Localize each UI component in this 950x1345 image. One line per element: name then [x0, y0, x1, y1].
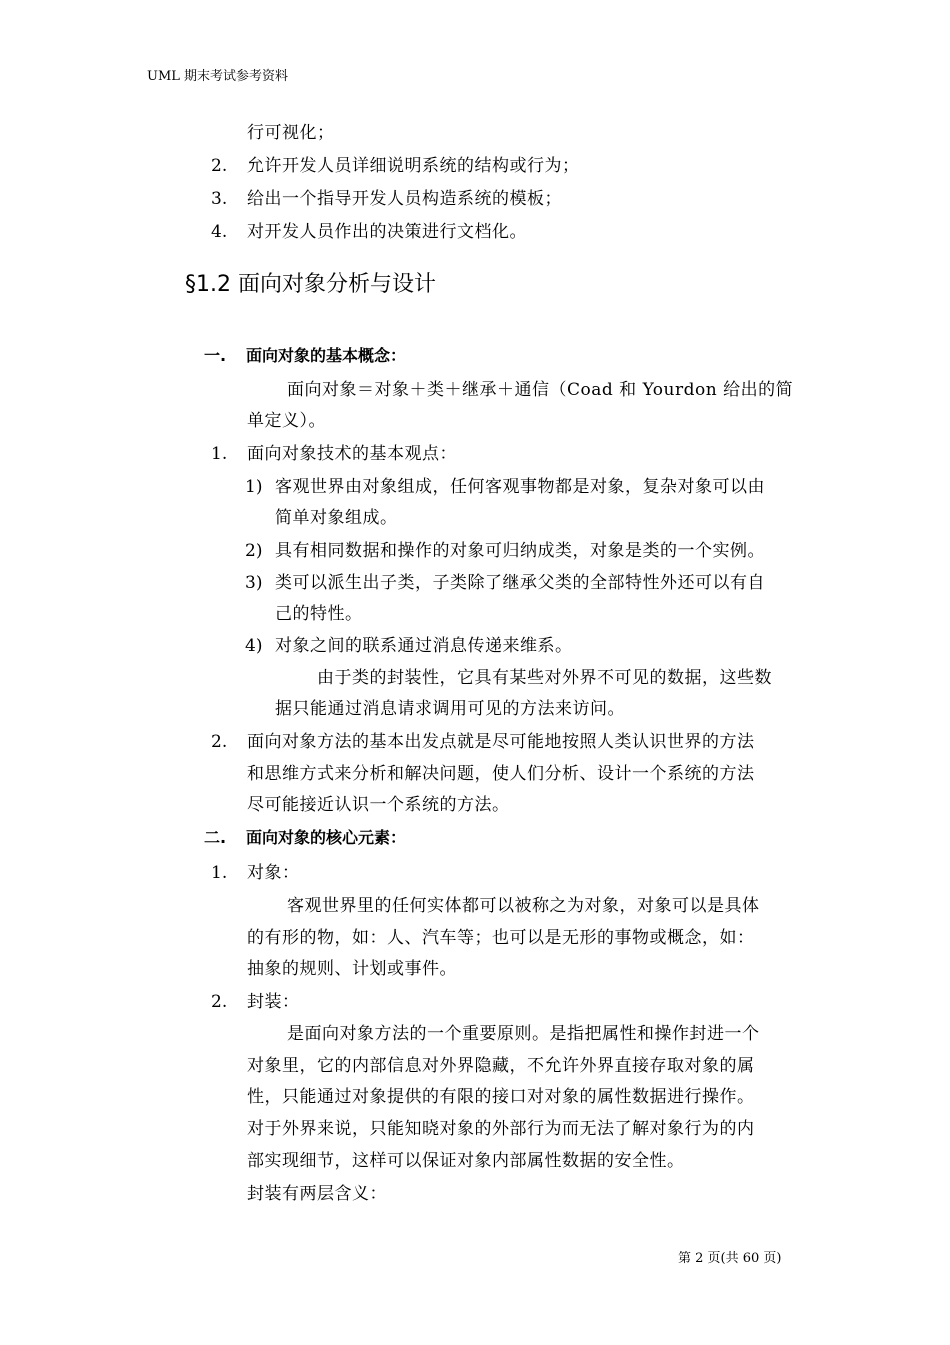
point-number: 4): [245, 636, 263, 656]
list-item-number: 1.: [211, 444, 228, 464]
paragraph-line: 面向对象方法的基本出发点就是尽可能地按照人类认识世界的方法: [247, 732, 755, 752]
list-item-number: 2.: [211, 156, 228, 176]
paragraph-line: 部实现细节，这样可以保证对象内部属性数据的安全性。: [247, 1151, 685, 1171]
paragraph-line: 的有形的物，如：人、汽车等；也可以是无形的事物或概念，如：: [247, 928, 755, 948]
paragraph-line: 对于外界来说，只能知晓对象的外部行为而无法了解对象行为的内: [247, 1119, 755, 1139]
point-line: 己的特性。: [275, 604, 363, 624]
list-item-number: 2.: [211, 992, 228, 1012]
paragraph-line: 抽象的规则、计划或事件。: [247, 959, 457, 979]
part-title: 面向对象的基本概念：: [246, 346, 407, 365]
paragraph-line: 是面向对象方法的一个重要原则。是指把属性和操作封进一个: [287, 1024, 760, 1044]
list-item-text: 给出一个指导开发人员构造系统的模板；: [247, 189, 562, 209]
list-item-number: 4.: [211, 222, 228, 242]
section-title: §1.2 面向对象分析与设计: [185, 272, 436, 297]
list-item-title: 对象：: [247, 863, 300, 883]
point-number: 3): [245, 573, 263, 593]
list-item-text: 允许开发人员详细说明系统的结构或行为；: [247, 156, 580, 176]
point-line: 简单对象组成。: [275, 508, 398, 528]
part-title: 面向对象的核心元素：: [246, 828, 407, 847]
page-header: UML 期末考试参考资料: [147, 69, 289, 84]
note-line: 由于类的封装性，它具有某些对外界不可见的数据，这些数: [317, 668, 772, 688]
page-footer: 第 2 页(共 60 页): [678, 1251, 782, 1266]
paragraph-line: 和思维方式来分析和解决问题，使人们分析、设计一个系统的方法: [247, 764, 755, 784]
part-number: 一.: [204, 346, 227, 365]
list-item-text: 对开发人员作出的决策进行文档化。: [247, 222, 527, 242]
paragraph-line: 单定义）。: [247, 411, 326, 431]
note-line: 据只能通过消息请求调用可见的方法来访问。: [275, 699, 625, 719]
list-item-title: 面向对象技术的基本观点：: [247, 444, 457, 464]
list-item-text: 行可视化；: [247, 123, 335, 143]
paragraph-line: 客观世界里的任何实体都可以被称之为对象，对象可以是具体: [287, 896, 760, 916]
paragraph-line: 尽可能接近认识一个系统的方法。: [247, 795, 510, 815]
list-item-number: 2.: [211, 732, 228, 752]
list-item-number: 3.: [211, 189, 228, 209]
point-line: 对象之间的联系通过消息传递来维系。: [275, 636, 573, 656]
point-line: 客观世界由对象组成，任何客观事物都是对象，复杂对象可以由: [275, 477, 765, 497]
point-number: 1): [245, 477, 263, 497]
point-number: 2): [245, 541, 263, 561]
list-item-title: 封装：: [247, 992, 300, 1012]
point-line: 具有相同数据和操作的对象可归纳成类，对象是类的一个实例。: [275, 541, 765, 561]
paragraph-line: 对象里，它的内部信息对外界隐藏，不允许外界直接存取对象的属: [247, 1056, 755, 1076]
paragraph-line: 面向对象＝对象＋类＋继承＋通信（Coad 和 Yourdon 给出的简: [287, 380, 794, 400]
paragraph-line: 封装有两层含义：: [247, 1184, 387, 1204]
part-number: 二.: [204, 828, 227, 847]
point-line: 类可以派生出子类，子类除了继承父类的全部特性外还可以有自: [275, 573, 765, 593]
list-item-number: 1.: [211, 863, 228, 883]
paragraph-line: 性，只能通过对象提供的有限的接口对对象的属性数据进行操作。: [247, 1087, 755, 1107]
